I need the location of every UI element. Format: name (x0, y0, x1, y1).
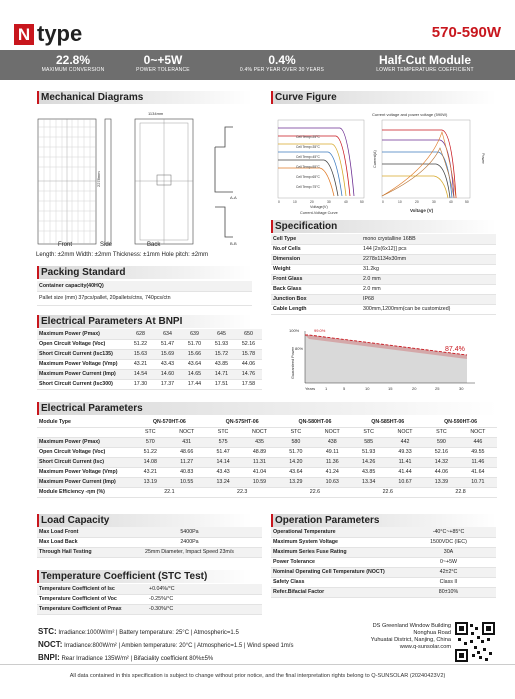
qr-code (455, 622, 495, 662)
disclaimer: All data contained in this specification is subject to change without prior notice, and the final interpretation rights belong to Q-SUNSOLAR (20240423V2) (69, 673, 446, 679)
start-value: 99.0% (314, 328, 326, 333)
elec-title: Electrical Parameters (37, 402, 497, 415)
svg-text:Years: Years (305, 386, 316, 391)
spec-table: Cell Type mono crystalline 16BB No.of Cells 144 [2x(6x12)] pcs Dimension 2278x1134x30mm Weight 31.2kg Front Glass 2.0 mm Back Glass 2.0 mm Junction Box IP68 Cable Length 300mm,1200mm(can be customized) (271, 234, 496, 315)
bnpi-table: Maximum Power (Pmax) 628 634 639 645 650 Open Circuit Voltage (Voc) 51.22 51.47 51.70 51.93 52.16 Short Circuit Current (Isc135) 15.63 15.69 15.66 15.72 15.78 Maximum Power Voltage (Vmp) 43.21 43.43 43.64 43.85 44.06 Maximum Power Current (Imp) 14.54 14.60 14.65 14.71 14.76 Short Circuit Current (Isc300) 17.30 17.37 17.44 17.51 17.58 (37, 329, 262, 390)
section-b: B-B (230, 241, 237, 246)
temp-title: Temperature Coefficient (STC Test) (37, 570, 252, 583)
footer-divider (0, 664, 515, 665)
svg-text:30: 30 (459, 386, 464, 391)
feature-2: 0~+5W POWER TOLERANCE (136, 53, 190, 73)
footer-noct: NOCT: Irradiance:800W/m² | Ambien temperature: 20°C | Atmospheric=1.5 | Wind speed 1m/s (38, 640, 294, 649)
warranty-chart (287, 323, 492, 395)
right-chart-title: Current voltage and power voltage (590W) (372, 112, 448, 117)
right-xlabel: Voltage (V) (410, 208, 434, 213)
svg-text:10: 10 (398, 200, 402, 204)
power-range: 570-590W (431, 24, 501, 41)
svg-text:1: 1 (325, 386, 328, 391)
website-link[interactable]: www.q-sunsolar.com (399, 644, 451, 650)
temp-table: Temperature Coefficient of Isc +0.04%/°C Temperature Coefficient of Voc -0.25%/°C Temperature Coefficient of Pmax -0.30%/°C (37, 584, 262, 615)
left-xlabel: Voltage(V) (310, 205, 328, 209)
label-side: Side (100, 242, 113, 248)
svg-text:20: 20 (415, 200, 419, 204)
svg-text:10: 10 (293, 200, 297, 204)
end-value: 87.4% (445, 346, 465, 353)
svg-text:50: 50 (360, 200, 364, 204)
load-table: Max Load Front 5400Pa Max Load Back 2400Pa Through Hail Testing 25mm Diameter, Impact Speed 23m/s (37, 527, 262, 558)
footer-stc: STC: Irradiance:1000W/m² | Battery temperature: 25°C | Atmospheric=1.5 (38, 627, 239, 636)
left-caption: Current-Voltage Curve (300, 211, 338, 215)
mech-title: Mechanical Diagrams (37, 91, 252, 104)
svg-text:0: 0 (382, 200, 384, 204)
dim-width: 1134mm (148, 111, 164, 116)
svg-text:Cell Temp=55°C: Cell Temp=55°C (296, 165, 320, 169)
feature-1: 22.8% MAXIMUM CONVERSION (41, 53, 105, 73)
svg-text:25: 25 (435, 386, 440, 391)
packing-table: Container capacity(40HQ) Pallet size (mm) 37pcs/pallet, 20pallets/ctns, 740pcs/ctn (37, 281, 252, 306)
right-y2label: Power (481, 153, 485, 164)
svg-text:30: 30 (327, 200, 331, 204)
svg-text:40: 40 (449, 200, 453, 204)
ops-table: Operational Temperature -40°C~+85°C Maximum System Voltage 1500VDC (IEC) Maximum Series Fuse Rating 30A Power Tolerance 0~+5W Nominal Operating Cell Temperature (NOCT) 42±2°C Safety Class Class II Refer.Bifacial Factor 80±10% (271, 527, 496, 598)
feature-4: Half-Cut Module LOWER TEMPERATURE COEFFICIENT (376, 53, 474, 73)
feature-band (0, 50, 515, 80)
packing-title: Packing Standard (37, 266, 252, 279)
ytick-80: 80% (295, 346, 304, 351)
svg-text:40: 40 (344, 200, 348, 204)
curve-chart (270, 108, 508, 216)
logo-text: type (37, 21, 83, 46)
dim-height: 2278mm (96, 171, 101, 187)
section-a: A-A (230, 195, 237, 200)
curve-title: Curve Figure (271, 91, 496, 104)
footer-bnpi: BNPI: Rear Irradiance 135W/m² | Bifaciality coefficient 80%±5% (38, 653, 214, 662)
label-back: Back (147, 242, 161, 248)
mechanical-drawing (30, 107, 265, 247)
svg-text:Cell Temp=45°C: Cell Temp=45°C (296, 155, 320, 159)
label-front: Front (58, 242, 73, 248)
tolerance-note: Length: ±2mm Width: ±2mm Thickness: ±1mm Hole pitch: ±2mm (36, 252, 209, 258)
svg-text:Cell Temp=35°C: Cell Temp=35°C (296, 145, 320, 149)
svg-text:10: 10 (365, 386, 370, 391)
svg-text:5: 5 (343, 386, 346, 391)
svg-text:0: 0 (278, 200, 280, 204)
address: DS Greenland Window Building Nonghua Road Yuhuatai District, Nanjing, China www.q-sunsolar.com (370, 623, 451, 650)
ops-title: Operation Parameters (271, 514, 496, 527)
svg-text:20: 20 (412, 386, 417, 391)
svg-text:20: 20 (310, 200, 314, 204)
feature-3: 0.4% 0.4% PER YEAR OVER 30 YEARS (239, 53, 325, 73)
elec-table: Module Type QN-570HT-06 QN-575HT-06 QN-580HT-06 QN-585HT-06 QN-590HT-06 STC NOCT STC NOCT STC NOCT STC NOCT STC NOCT Maximum Power (Pmax) 570 431 575 435 580 438 585 442 590 446 Open Circuit Voltage (Voc) 51.22 48.66 51.47 48.89 51.70 49.11 51.93 49.33 52.16 49.55 Short Circuit Current (Isc) 14.08 11.27 14.14 11.31 14.20 11.36 14.26 11.41 14.32 11.46 Maximum Power Voltage (Vmp) 43.21 40.83 43.43 41.04 43.64 41.24 43.85 41.44 44.06 41.64 Maximum Power Current (Imp) 13.19 10.55 13.24 10.59 13.29 10.63 13.34 10.67 13.39 10.71 Module Efficiency -ηm (%) 22.1 22.3 22.6 22.6 22.8 (37, 417, 497, 498)
svg-text:30: 30 (432, 200, 436, 204)
warranty-ylabel: Guaranteed Power (291, 347, 295, 379)
svg-text:50: 50 (465, 200, 469, 204)
logo-letter: N (14, 24, 34, 45)
bnpi-title: Electrical Parameters At BNPI (37, 315, 252, 328)
right-ylabel: Current(A) (373, 150, 377, 168)
load-title: Load Capacity (37, 514, 252, 527)
ytick-100: 100% (289, 328, 300, 333)
svg-text:15: 15 (388, 386, 393, 391)
svg-text:Cell Temp=25°C: Cell Temp=25°C (296, 135, 320, 139)
svg-text:Cell Temp=65°C: Cell Temp=65°C (296, 175, 320, 179)
spec-title: Specification (271, 220, 496, 233)
svg-text:Cell Temp=75°C: Cell Temp=75°C (296, 185, 320, 189)
